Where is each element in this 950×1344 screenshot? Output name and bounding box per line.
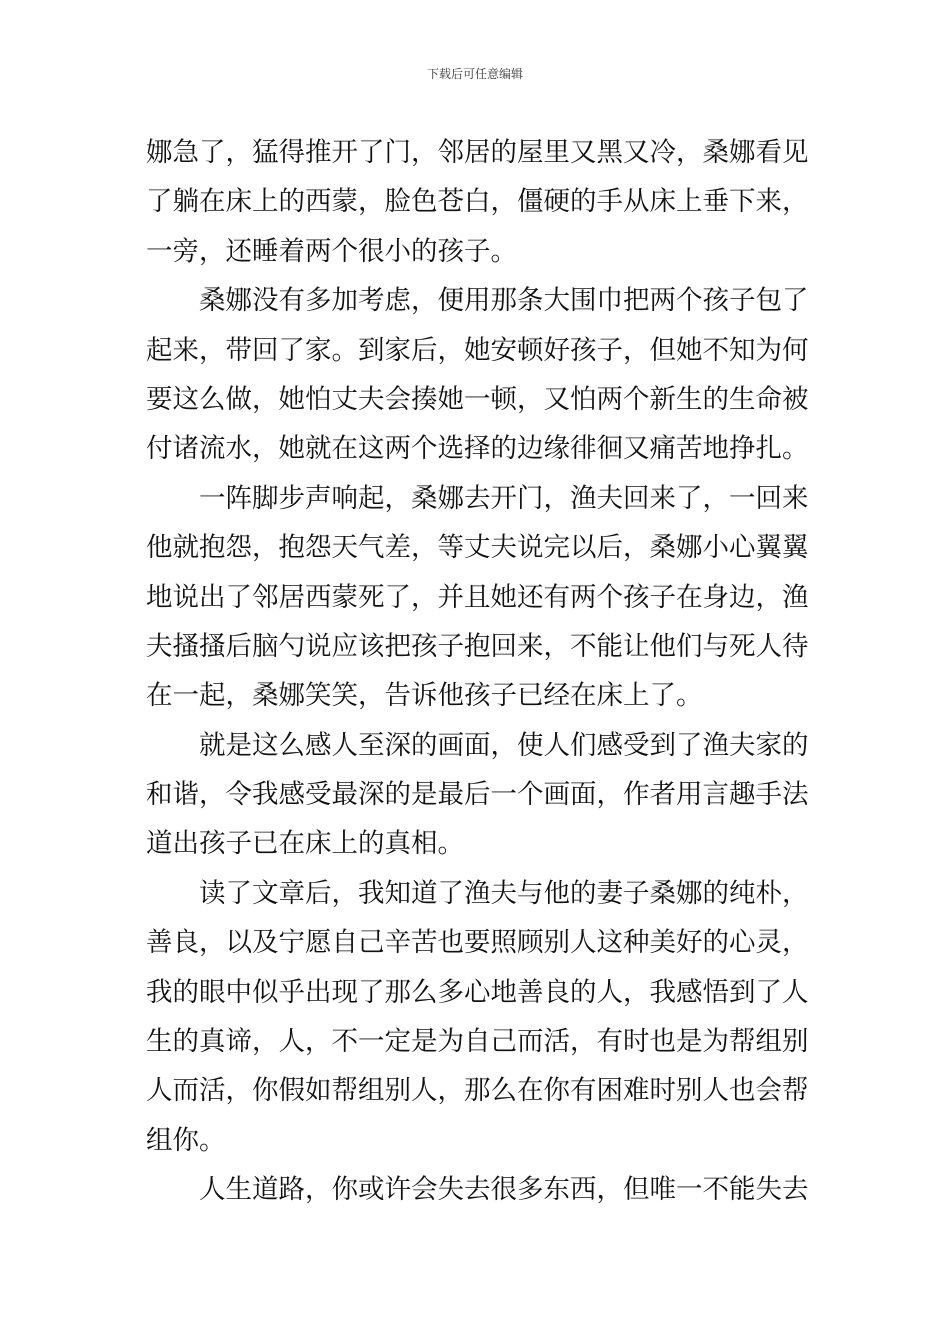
text-line: 一旁，还睡着两个很小的孩子。 xyxy=(146,235,517,267)
text-line: 人而活，你假如帮组别人，那么在你有困难时别人也会帮 xyxy=(146,1075,809,1107)
page-header: 下载后可任意编辑 xyxy=(426,67,523,81)
document-body xyxy=(146,128,809,1215)
text-line: 在一起，桑娜笑笑，告诉他孩子已经在床上了。 xyxy=(146,680,703,712)
text-line: 地说出了邻居西蒙死了，并且她还有两个孩子在身边，渔 xyxy=(146,581,809,613)
text-line: 善良，以及宁愿自己辛苦也要照顾别人这种美好的心灵， xyxy=(146,927,809,959)
text-line: 道出孩子已在床上的真相。 xyxy=(146,828,464,860)
text-line: 生的真谛，人，不一定是为自己而活，有时也是为帮组别 xyxy=(146,1026,809,1058)
text-line: 人生道路，你或许会失去很多东西，但唯一不能失去 xyxy=(199,1174,809,1206)
text-line: 起来，带回了家。到家后，她安顿好孩子，但她不知为何 xyxy=(146,334,809,366)
text-line: 了躺在床上的西蒙，脸色苍白，僵硬的手从床上垂下来， xyxy=(146,186,809,218)
text-line: 一阵脚步声响起，桑娜去开门，渔夫回来了，一回来 xyxy=(199,482,809,514)
text-line: 读了文章后，我知道了渔夫与他的妻子桑娜的纯朴， xyxy=(199,877,809,909)
text-line: 桑娜没有多加考虑，便用那条大围巾把两个孩子包了 xyxy=(199,285,809,317)
text-line: 娜急了，猛得推开了门，邻居的屋里又黑又冷，桑娜看见 xyxy=(146,137,809,168)
text-line: 付诸流水，她就在这两个选择的边缘徘徊又痛苦地挣扎。 xyxy=(146,433,809,465)
text-line: 组你。 xyxy=(146,1124,226,1156)
text-line: 他就抱怨，抱怨天气差，等丈夫说完以后，桑娜小心翼翼 xyxy=(146,532,809,564)
text-line: 和谐，令我感受最深的是最后一个画面，作者用言趣手法 xyxy=(146,779,809,811)
text-line: 就是这么感人至深的画面，使人们感受到了渔夫家的 xyxy=(199,729,809,761)
text-line: 夫搔搔后脑勺说应该把孩子抱回来，不能让他们与死人待 xyxy=(146,630,809,662)
text-line: 要这么做，她怕丈夫会揍她一顿，又怕两个新生的生命被 xyxy=(146,383,809,415)
text-line: 我的眼中似乎出现了那么多心地善良的人，我感悟到了人 xyxy=(146,976,809,1008)
